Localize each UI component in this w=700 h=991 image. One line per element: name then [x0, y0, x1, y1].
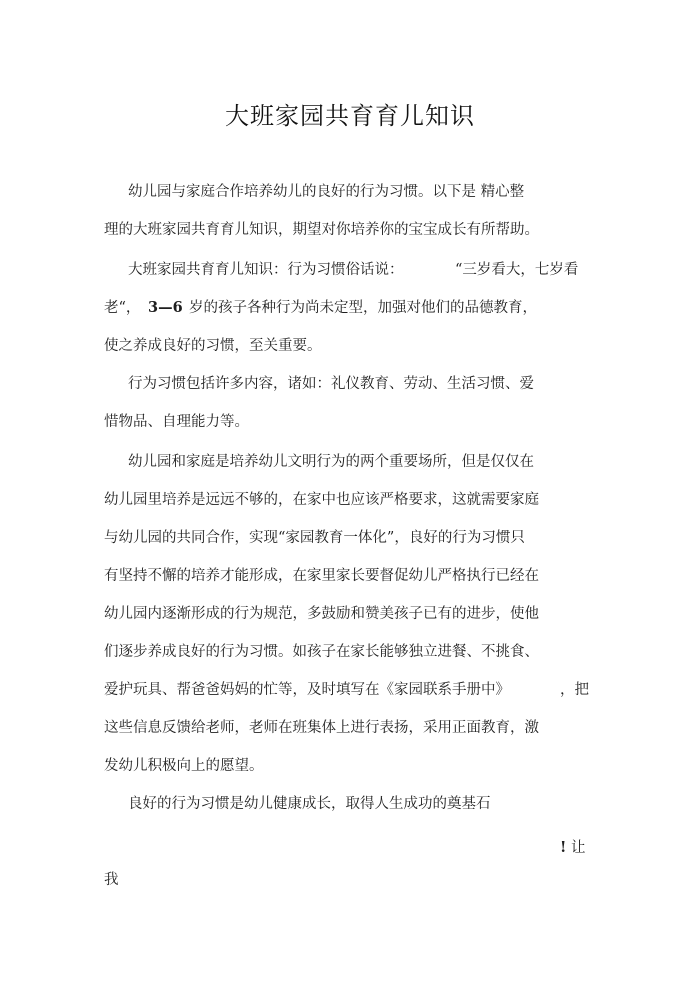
paragraph-2-line-1a: 大班家园共育育儿知识：行为习惯俗话说： [128, 262, 404, 278]
paragraph-4-line-7b: ，把 [560, 682, 589, 698]
paragraph-1-line-1: 幼儿园与家庭合作培养幼儿的良好的行为习惯。以下是 精心整 [128, 184, 525, 200]
paragraph-3-line-2: 惜物品、自理能力等。 [104, 414, 249, 430]
document-title: 大班家园共育育儿知识 [225, 102, 475, 130]
paragraph-5-line-2: 让 [571, 840, 586, 856]
paragraph-4-line-4: 有坚持不懈的培养才能形成，在家里家长要督促幼儿严格执行已经在 [104, 568, 539, 584]
paragraph-2-line-1b: “三岁看大，七岁看 [455, 262, 579, 278]
paragraph-4-line-9: 发幼儿积极向上的愿望。 [104, 758, 264, 774]
paragraph-3-line-1: 行为习惯包括许多内容，诸如：礼仪教育、劳动、生活习惯、爱 [128, 376, 534, 392]
paragraph-2-age-range: 3—6 [148, 299, 183, 316]
paragraph-4-line-3: 与幼儿园的共同合作，实现“家园教育一体化”，良好的行为习惯只 [104, 530, 525, 546]
paragraph-4-line-6: 们逐步养成良好的行为习惯。如孩子在家长能够独立进餐、不挑食、 [104, 644, 539, 660]
paragraph-4-line-8: 这些信息反馈给老师，老师在班集体上进行表扬，采用正面教育，激 [104, 720, 539, 736]
paragraph-1-line-2: 理的大班家园共育育儿知识，期望对你培养你的宝宝成长有所帮助。 [104, 222, 539, 238]
paragraph-2-line-2a: 老“， [104, 300, 141, 316]
paragraph-5-line-3: 我 [104, 872, 119, 888]
paragraph-4-line-5: 幼儿园内逐渐形成的行为规范，多鼓励和赞美孩子已有的进步，使他 [104, 606, 539, 622]
paragraph-2-line-2c: 岁的孩子各种行为尚未定型，加强对他们的品德教育， [189, 300, 537, 316]
paragraph-2-line-3: 使之养成良好的习惯，至关重要。 [104, 338, 322, 354]
paragraph-5-exclamation: ! [560, 839, 567, 856]
paragraph-5-line-1: 良好的行为习惯是幼儿健康成长，取得人生成功的奠基石 [128, 796, 491, 812]
paragraph-4-line-1: 幼儿园和家庭是培养幼儿文明行为的两个重要场所，但是仅仅在 [128, 454, 534, 470]
paragraph-4-line-2: 幼儿园里培养是远远不够的，在家中也应该严格要求，这就需要家庭 [104, 492, 539, 508]
paragraph-4-line-7a: 爱护玩具、帮爸爸妈妈的忙等，及时填写在《家园联系手册中》 [104, 682, 510, 698]
